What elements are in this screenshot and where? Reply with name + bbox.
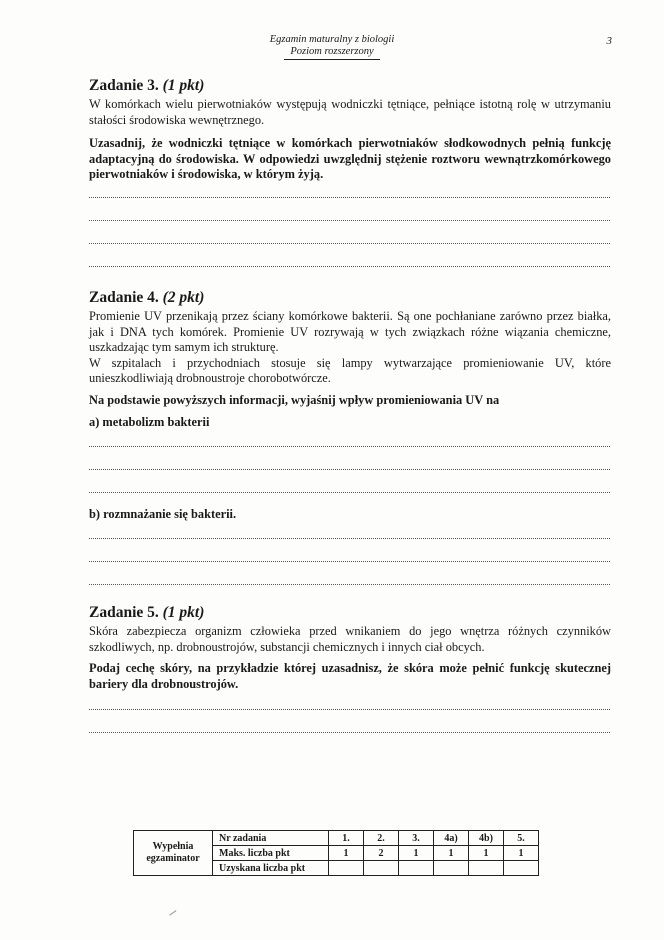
task-4-text: Promienie UV przenikają przez ściany komórkowe bakterii. Są one pochłaniane zarówno przez białka, jak i DNA tych komórek. Promienie UV rozrywają w tych związkach różne wiązania chemiczne, uszkadzając tym samym ich strukturę. (89, 309, 611, 354)
answer-line[interactable] (89, 709, 610, 710)
examiner-label: Wypełnia egzaminator (134, 831, 213, 876)
answer-line[interactable] (89, 469, 610, 470)
obtained-points-cell[interactable] (364, 861, 399, 876)
task-number-cell: 4a) (434, 831, 469, 846)
task-3-command: Uzasadnij, że wodniczki tętniące w komórkach pierwotniaków słodkowodnych pełnią funkcję adaptacyjną do środowiska. W odpowiedzi uwzględnij stężenie roztworu wewnątrzkomórkowego pierwotniaków i środowiska, w którym żyją. (89, 136, 611, 181)
task-4a-label: a) metabolizm bakterii (89, 415, 210, 429)
page-number: 3 (606, 35, 612, 47)
task-4-command: Na podstawie powyższych informacji, wyjaśnij wpływ promieniowania UV na (89, 392, 500, 407)
row-label-obtained-points: Uzyskana liczba pkt (213, 861, 329, 876)
row-label-task-number: Nr zadania (213, 831, 329, 846)
task-3-title (89, 77, 611, 95)
task-5-text: Skóra zabezpiecza organizm człowieka przed wnikaniem do jego wnętrza różnych czynników szkodliwych, np. drobnoustrojów, substancji chemicznych i innych ciał obcych. (89, 624, 611, 654)
task-number-cell: 3. (399, 831, 434, 846)
answer-line[interactable] (89, 266, 610, 267)
answer-line[interactable] (89, 220, 610, 221)
task-3 (89, 77, 611, 183)
pencil-mark (169, 910, 178, 919)
max-points-cell: 1 (469, 846, 504, 861)
max-points-cell: 1 (504, 846, 539, 861)
exam-level: Poziom rozszerzony (284, 46, 379, 60)
task-4-title (89, 289, 611, 307)
task-number-cell: 4b) (469, 831, 504, 846)
obtained-points-cell[interactable] (504, 861, 539, 876)
max-points-cell: 1 (329, 846, 364, 861)
task-4 (89, 289, 611, 408)
score-table (133, 830, 539, 876)
task-5 (89, 604, 611, 692)
obtained-points-cell[interactable] (434, 861, 469, 876)
task-4-points: (2 pkt) (162, 289, 205, 306)
task-number-cell: 1. (329, 831, 364, 846)
obtained-points-cell[interactable] (399, 861, 434, 876)
task-3-label: Zadanie 3. (89, 77, 159, 94)
answer-line[interactable] (89, 732, 610, 733)
answer-line[interactable] (89, 561, 610, 562)
task-number-cell: 5. (504, 831, 539, 846)
answer-line[interactable] (89, 492, 610, 493)
max-points-cell: 2 (364, 846, 399, 861)
max-points-cell: 1 (399, 846, 434, 861)
answer-line[interactable] (89, 197, 610, 198)
obtained-points-cell[interactable] (469, 861, 504, 876)
answer-line[interactable] (89, 584, 610, 585)
task-4b-label: b) rozmnażanie się bakterii. (89, 507, 237, 521)
page-header (0, 34, 664, 60)
answer-line[interactable] (89, 243, 610, 244)
answer-line[interactable] (89, 446, 610, 447)
task-3-text: W komórkach wielu pierwotniaków występują wodniczki tętniące, pełniące istotną rolę w utrzymaniu stałości środowiska wewnętrznego. (89, 97, 611, 127)
exam-title: Egzamin maturalny z biologii (269, 34, 395, 45)
task-4-label: Zadanie 4. (89, 289, 159, 306)
task-4b (89, 507, 611, 522)
answer-line[interactable] (89, 538, 610, 539)
task-5-points: (1 pkt) (162, 604, 205, 621)
task-3-points: (1 pkt) (162, 77, 205, 94)
row-label-max-points: Maks. liczba pkt (213, 846, 329, 861)
task-5-title (89, 604, 611, 622)
task-4-text-2: W szpitalach i przychodniach stosuje się lampy wytwarzające promieniowanie UV, które unieszkodliwiają drobnoustroje chorobotwórcze. (89, 355, 611, 385)
max-points-cell: 1 (434, 846, 469, 861)
task-5-label: Zadanie 5. (89, 604, 159, 621)
task-5-command: Podaj cechę skóry, na przykładzie której uzasadnisz, że skóra może pełnić funkcję skutecznej bariery dla drobnoustrojów. (89, 661, 611, 691)
obtained-points-cell[interactable] (329, 861, 364, 876)
task-number-cell: 2. (364, 831, 399, 846)
task-4a (89, 415, 611, 430)
